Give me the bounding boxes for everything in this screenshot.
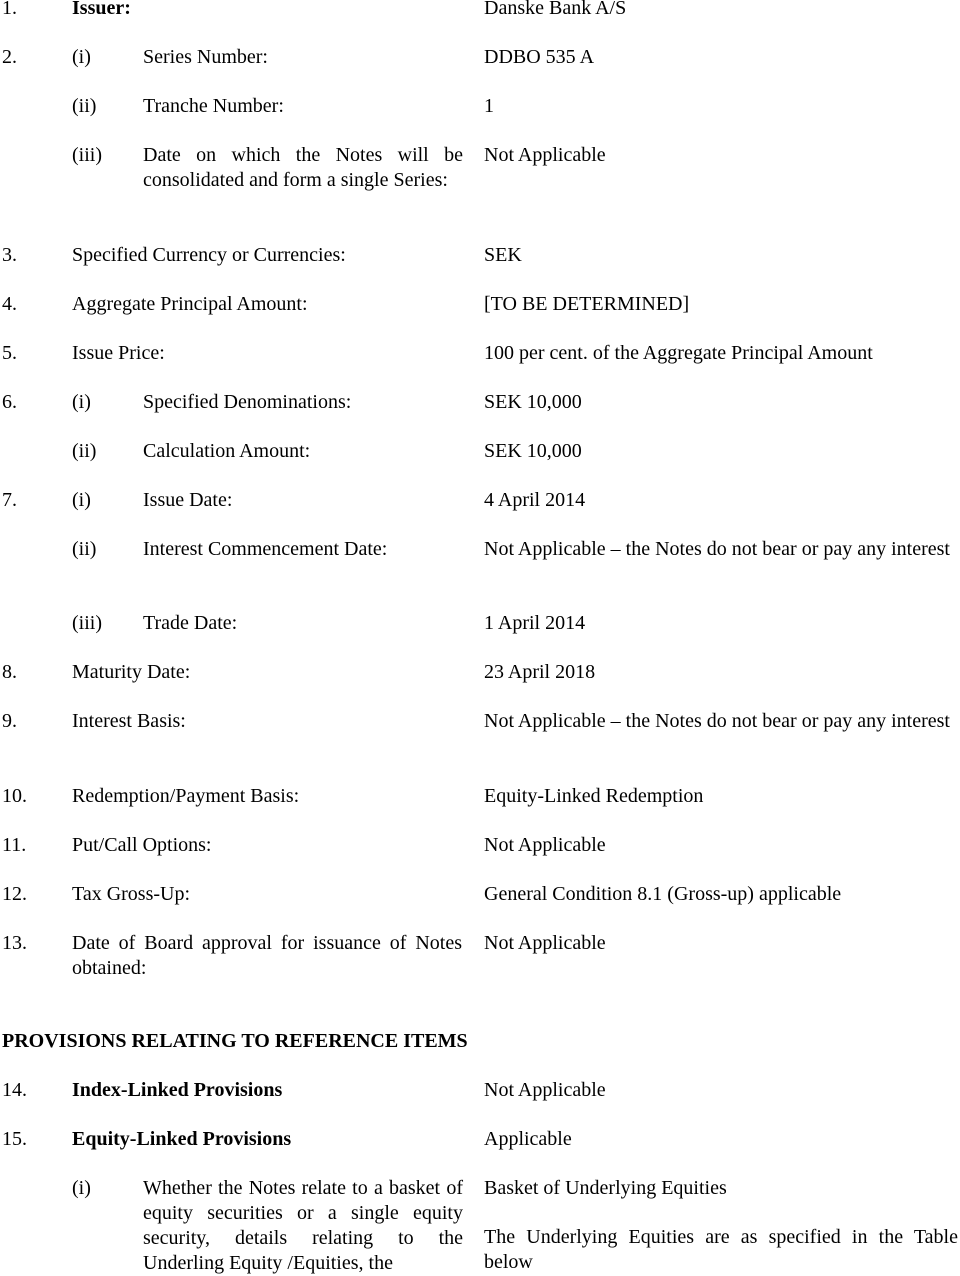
item-number: 2. [2,46,17,68]
item-number: 13. [2,932,27,954]
term-label: Series Number: [143,46,268,68]
term-value: Not Applicable [484,834,606,856]
term-value-basket: Basket of Underlying Equities [484,1177,727,1199]
term-label: Equity-Linked Provisions [72,1128,292,1150]
term-label: Maturity Date: [72,661,191,683]
sub-item-number: (ii) [72,538,97,560]
term-value: 1 April 2014 [484,612,586,634]
item-number: 11. [2,834,27,856]
term-label: Issue Price: [72,342,165,364]
term-value: 23 April 2018 [484,661,596,683]
sub-item-number: (ii) [72,440,97,462]
term-value [484,1176,958,1275]
term-value: Not Applicable – the Notes do not bear or pay any interest [484,710,950,732]
sub-item-number: (i) [72,46,91,68]
term-value: DDBO 535 A [484,46,595,68]
term-value: Equity-Linked Redemption [484,785,704,807]
item-number: 3. [2,244,17,266]
item-number: 1. [2,0,17,19]
term-label: Issuer: [72,0,131,19]
term-label: Whether the Notes relate to a basket of equity securities or a single equity security, details relating to the Underling Equity /Equities, the [143,1177,463,1274]
term-value-table-note: The Underlying Equities are as specified in the Table below [484,1226,958,1273]
item-number: 5. [2,342,17,364]
term-label: Tranche Number: [143,95,284,117]
item-number: 14. [2,1079,27,1101]
term-label: Date on which the Notes will be consolidated and form a single Series: [143,144,463,191]
term-label: Date of Board approval for issuance of Notes obtained: [72,932,462,979]
term-value: 4 April 2014 [484,489,586,511]
term-value: Not Applicable [484,932,606,954]
item-number: 4. [2,293,17,315]
term-label: Specified Currency or Currencies: [72,244,346,266]
term-label: Trade Date: [143,612,238,634]
section-heading-reference-items: PROVISIONS RELATING TO REFERENCE ITEMS [2,1030,468,1052]
term-label: Aggregate Principal Amount: [72,293,308,315]
item-number: 10. [2,785,27,807]
sub-item-number: (iii) [72,144,102,166]
term-value: Not Applicable [484,1079,606,1101]
sub-item-number: (i) [72,391,91,413]
term-label: Index-Linked Provisions [72,1079,283,1101]
term-value: Applicable [484,1128,572,1150]
term-value: Not Applicable [484,144,606,166]
item-number: 9. [2,710,17,732]
term-value: SEK [484,244,522,266]
term-label: Interest Basis: [72,710,186,732]
term-value: 1 [484,95,494,117]
item-number: 15. [2,1128,27,1150]
sub-item-number: (i) [72,1177,91,1199]
term-value: 100 per cent. of the Aggregate Principal Amount [484,342,873,364]
item-number: 7. [2,489,17,511]
item-number: 6. [2,391,17,413]
term-label: Issue Date: [143,489,233,511]
term-value: SEK 10,000 [484,440,582,462]
item-number: 12. [2,883,27,905]
term-label: Calculation Amount: [143,440,311,462]
term-value: [TO BE DETERMINED] [484,293,690,315]
term-value: Danske Bank A/S [484,0,627,19]
term-value: Not Applicable – the Notes do not bear or pay any interest [484,538,950,560]
term-value: SEK 10,000 [484,391,582,413]
term-value: General Condition 8.1 (Gross-up) applicable [484,883,842,905]
term-label: Interest Commencement Date: [143,538,388,560]
term-label: Put/Call Options: [72,834,212,856]
term-label: Redemption/Payment Basis: [72,785,300,807]
item-number: 8. [2,661,17,683]
sub-item-number: (ii) [72,95,97,117]
term-label: Tax Gross-Up: [72,883,191,905]
term-label: Specified Denominations: [143,391,352,413]
sub-item-number: (i) [72,489,91,511]
sub-item-number: (iii) [72,612,102,634]
